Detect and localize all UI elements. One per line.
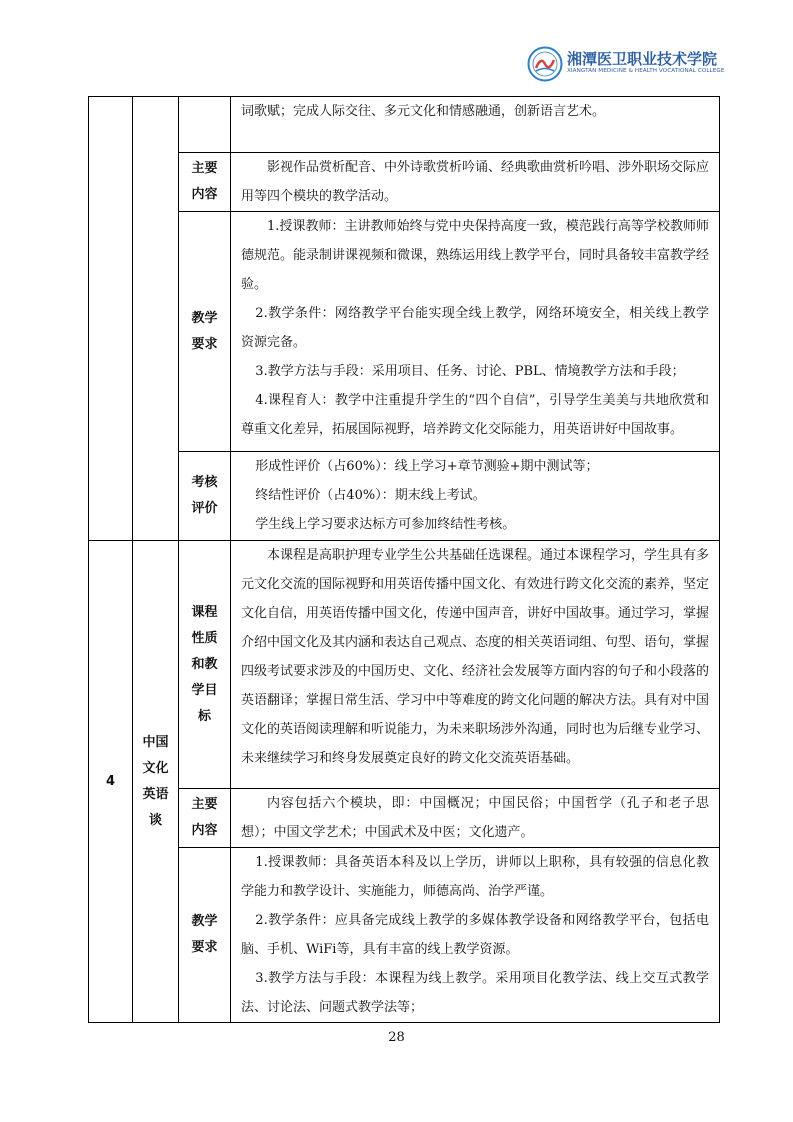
requirement-item: 1.授课教师：主讲教师始终与党中央保持高度一致，模范践行高等学校教师师德规范。能录制讲课视频和微课，熟练运用线上教学平台，同时具备较丰富教学经验。 xyxy=(241,219,710,292)
content-cell xyxy=(231,212,720,452)
college-emblem-icon xyxy=(527,46,563,82)
requirement-item: 2.教学条件：网络教学平台能实现全线上教学，网络环境安全，相关线上教学资源完备。 xyxy=(241,306,709,350)
label-cell xyxy=(179,789,231,848)
assessment-item: 终结性评价（占40%）：期末线上考试。 xyxy=(255,488,486,503)
teaching-requirements-label: 教学要求 xyxy=(191,310,218,352)
label-cell xyxy=(179,212,231,452)
teaching-requirements-label: 教学要求 xyxy=(191,914,218,955)
content-cell xyxy=(231,789,720,848)
requirement-item: 3.教学方法与手段：采用项目、任务、讨论、PBL、情境教学方法和手段； xyxy=(255,364,685,379)
assessment-label: 考核评价 xyxy=(191,475,218,516)
table-row xyxy=(89,848,720,1023)
course-number-cell xyxy=(89,541,133,1023)
requirement-item: 3.教学方法与手段：本课程为线上教学。采用项目化教学法、线上交互式教学法、讨论法、问题式教学法等； xyxy=(241,971,709,1015)
table-row xyxy=(89,153,720,212)
content-cell xyxy=(231,153,720,212)
content-cell xyxy=(231,541,720,789)
course-name-cell xyxy=(133,97,179,541)
main-content-text: 影视作品赏析配音、中外诗歌赏析吟诵、经典歌曲赏析吟唱、涉外职场交际应用等四个模块的教学活动。 xyxy=(241,160,710,204)
label-cell xyxy=(179,153,231,212)
course-name: 中国文化英语谈 xyxy=(142,734,169,828)
course-name-cell xyxy=(133,541,179,1023)
requirement-item: 1.授课教师：具备英语本科及以上学历，讲师以上职称，具有较强的信息化教学能力和教学设计、实施能力，师德高尚、治学严谨。 xyxy=(241,855,709,899)
course-number: 4 xyxy=(105,773,116,789)
table-row xyxy=(89,212,720,452)
table-row xyxy=(89,541,720,789)
assessment-item: 形成性评价（占60%）：线上学习+章节测验+期中测试等； xyxy=(255,459,599,474)
requirement-item: 2.教学条件：应具备完成线上教学的多媒体教学设备和网络教学平台，包括电脑、手机、WiFi等，具有丰富的线上教学资源。 xyxy=(241,913,709,957)
label-cell xyxy=(179,452,231,541)
table-row xyxy=(89,97,720,153)
label-cell xyxy=(179,541,231,789)
course-number-cell xyxy=(89,97,133,541)
college-name-cn: 湘潭医卫职业技术学院 xyxy=(567,50,718,68)
course-nature-text: 本课程是高职护理专业学生公共基础任选课程。通过本课程学习，学生具有多元文化交流的国际视野和用英语传播中国文化、有效进行跨文化交流的素养，坚定文化自信，用英语传播中国文化，传递中国声音，讲好中国故事。通过学习，掌握介绍中国文化及其内涵和表达自己观点、态度的相关英语词组、句型、语句，掌握四级考试要求涉及的中国历史、文化、经济社会发展等方面内容的句子和小段落的英语翻译；掌握日常生活、学习中中等难度的跨文化问题的解决方法。具有对中国文化的英语阅读理解和听说能力，为未来职场涉外沟通，同时也为后继专业学习、未来继续学习和终身发展奠定良好的跨文化交流英语基础。 xyxy=(241,548,710,766)
content-cell xyxy=(231,97,720,153)
course-table xyxy=(88,96,720,1023)
main-content-label: 主要内容 xyxy=(191,797,218,838)
main-content-label: 主要内容 xyxy=(191,161,218,202)
requirement-item: 4.课程育人：教学中注重提升学生的“四个自信”，引导学生美美与共地欣赏和尊重文化差异，拓展国际视野，培养跨文化交际能力，用英语讲好中国故事。 xyxy=(241,393,709,437)
college-name-en: XIANGTAN MEDICINE & HEALTH VOCATIONAL COLLEGE xyxy=(567,68,725,74)
main-content-text: 内容包括六个模块，即：中国概况；中国民俗；中国哲学（孔子和老子思想）；中国文学艺术；中国武术及中医；文化遗产。 xyxy=(241,796,709,840)
course-nature-label: 课程性质和教学目标 xyxy=(191,604,218,724)
content-cell xyxy=(231,848,720,1023)
assessment-item: 学生线上学习要求达标方可参加终结性考核。 xyxy=(255,517,516,532)
content-cell xyxy=(231,452,720,541)
table-row xyxy=(89,789,720,848)
table-row xyxy=(89,452,720,541)
page-number: 28 xyxy=(388,1030,405,1045)
goal-continuation-text: 词歌赋；完成人际交往、多元文化和情感融通，创新语言艺术。 xyxy=(241,104,606,119)
college-logo xyxy=(527,46,755,82)
label-cell xyxy=(179,848,231,1023)
label-cell xyxy=(179,97,231,153)
